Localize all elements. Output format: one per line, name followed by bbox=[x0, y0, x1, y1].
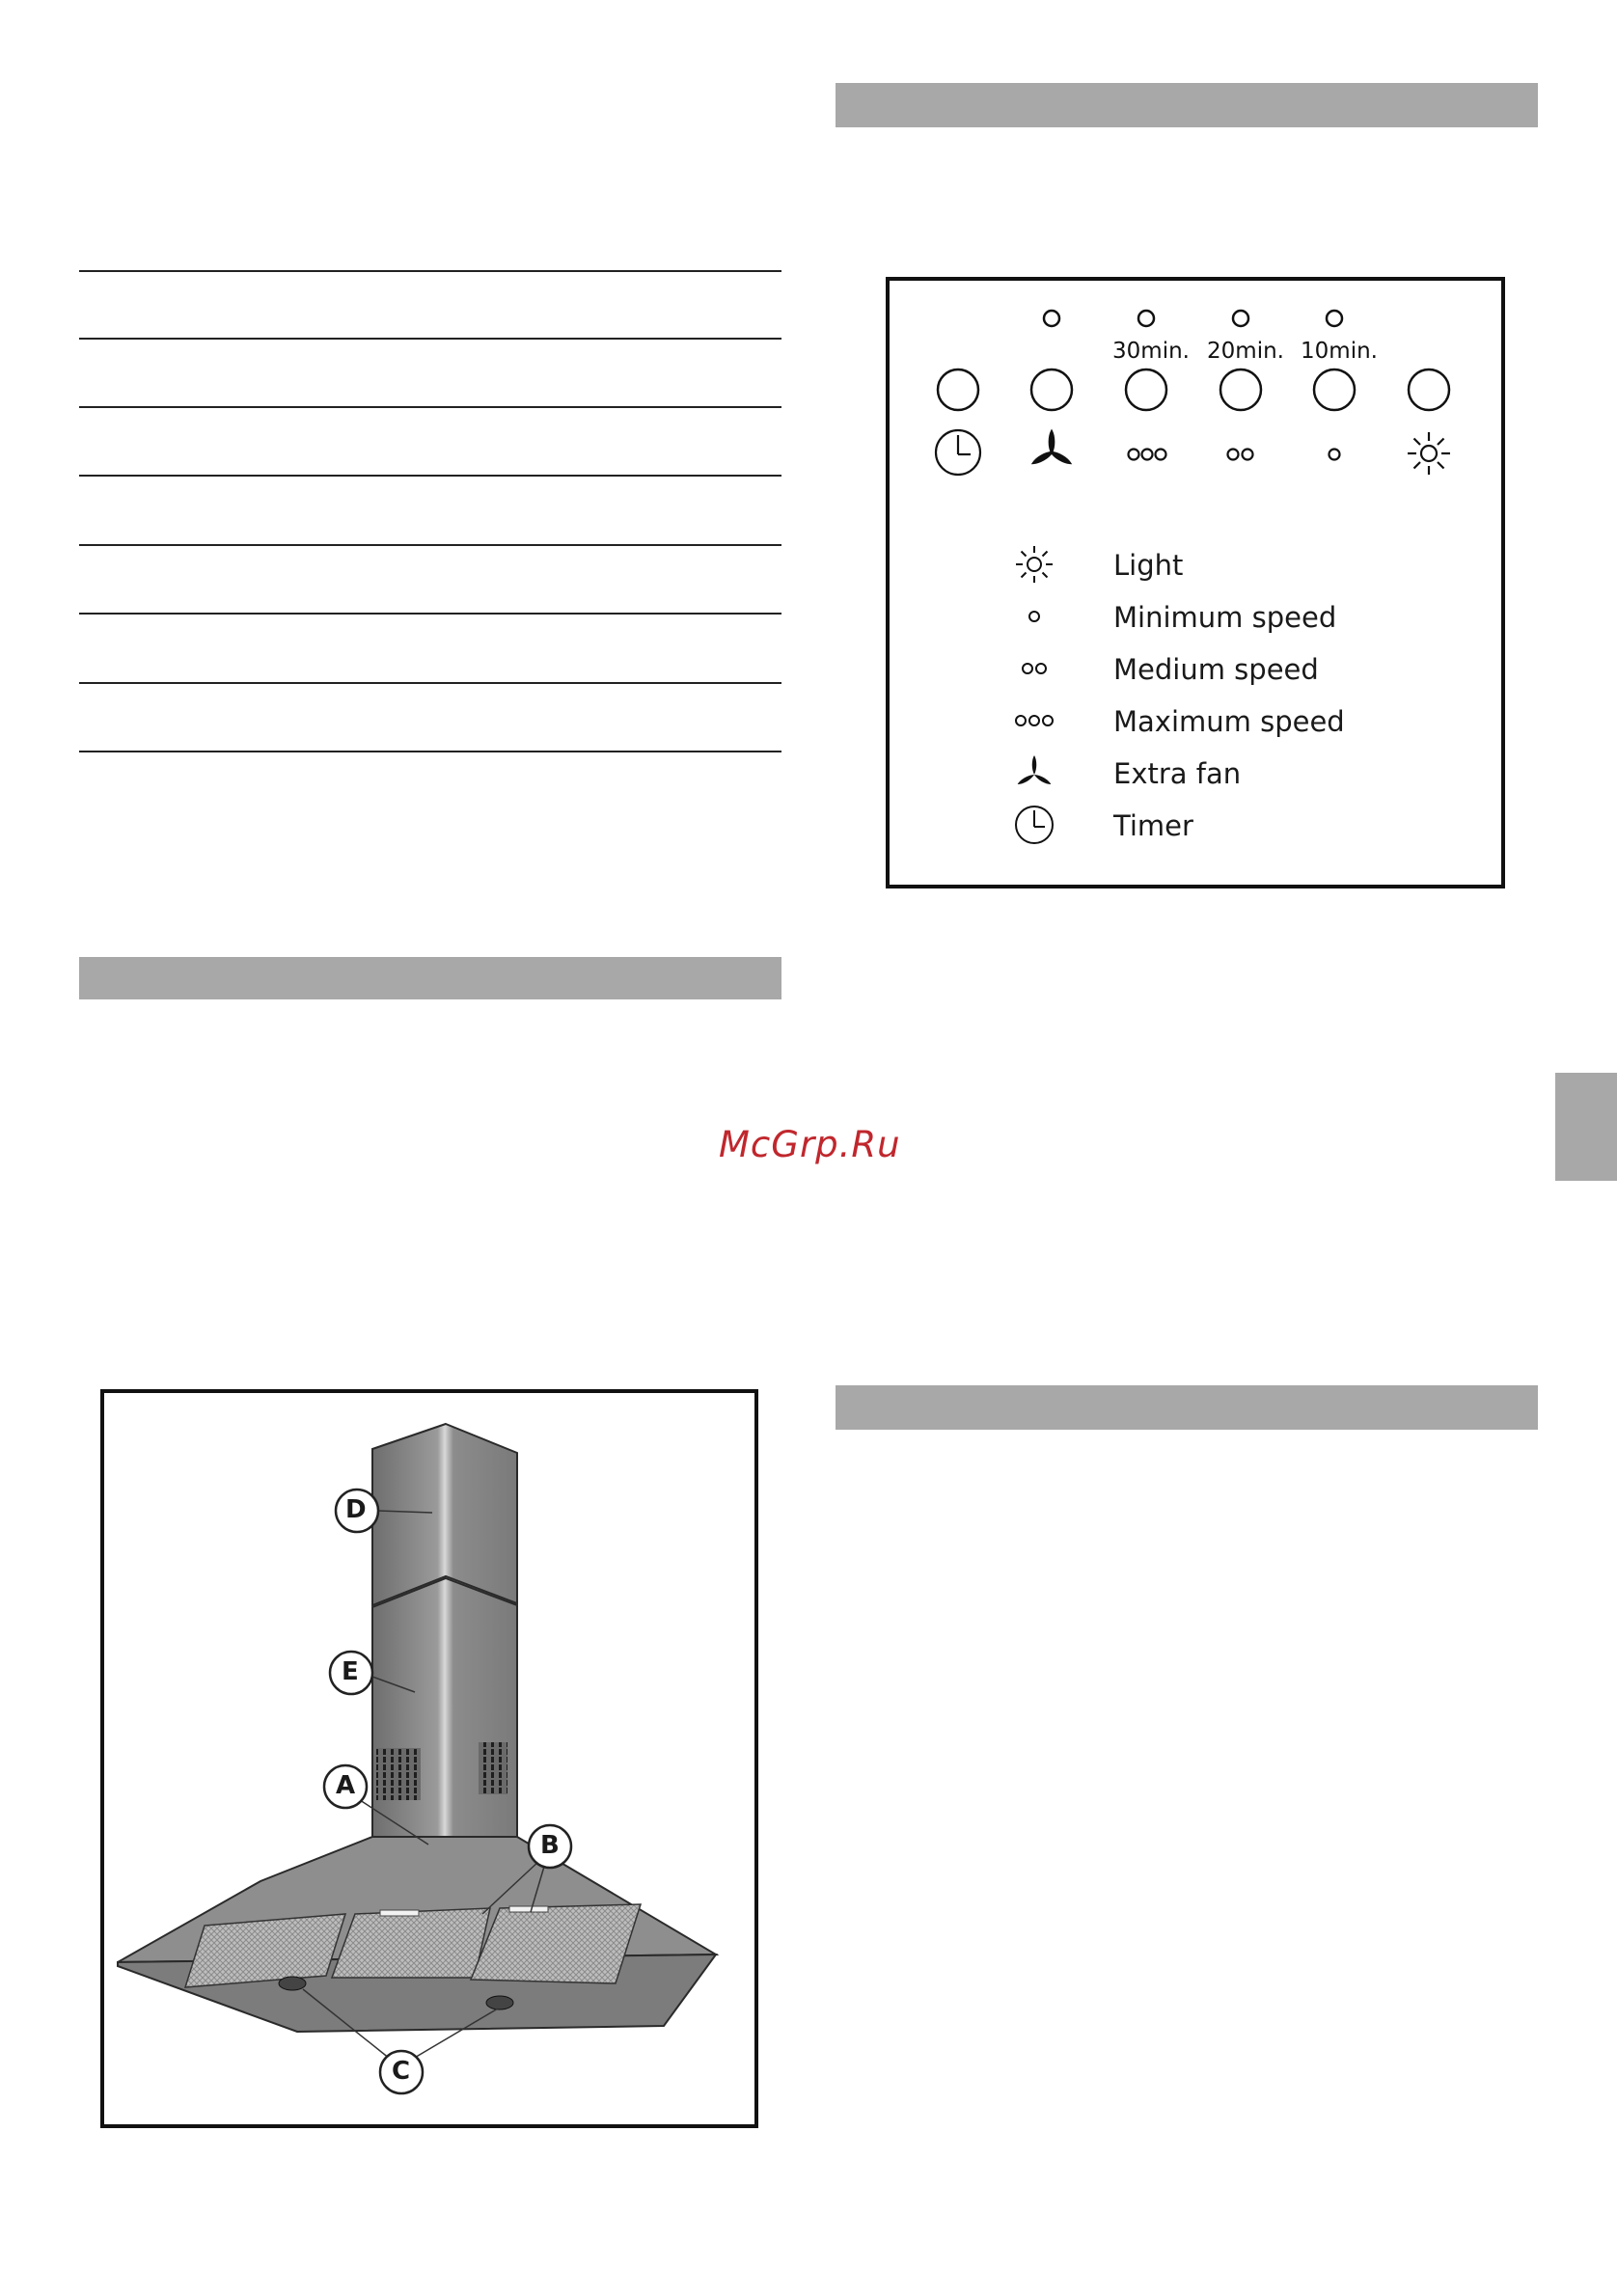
callout-label-e: E bbox=[342, 1657, 359, 1686]
light-button bbox=[1409, 369, 1449, 410]
callout-label-b: B bbox=[540, 1831, 560, 1860]
extra-fan-button bbox=[1031, 369, 1072, 410]
vent-grille bbox=[479, 1742, 507, 1794]
table-rule bbox=[79, 613, 781, 615]
vent-grille bbox=[376, 1748, 421, 1800]
callout-label-c: C bbox=[392, 2057, 411, 2086]
minimum-speed-button bbox=[1314, 369, 1355, 410]
grease-filter bbox=[471, 1904, 641, 1983]
legend-label: Light bbox=[1113, 549, 1184, 582]
medium-speed-button bbox=[1220, 369, 1261, 410]
table-rule bbox=[79, 406, 781, 408]
legend-item-minimum-speed bbox=[890, 593, 1507, 640]
section-header-bar-bottom-right bbox=[836, 1385, 1538, 1430]
light-icon bbox=[1408, 432, 1450, 475]
indicator-led bbox=[1233, 311, 1248, 326]
grease-filter bbox=[185, 1914, 345, 1987]
timer-button bbox=[938, 369, 978, 410]
legend-label: Minimum speed bbox=[1113, 601, 1337, 634]
callout-label-d: D bbox=[345, 1495, 367, 1524]
legend-label: Maximum speed bbox=[1113, 705, 1345, 738]
legend-item-timer bbox=[890, 802, 1507, 848]
maximum-speed-button bbox=[1126, 369, 1166, 410]
control-knob bbox=[279, 1977, 306, 1990]
timer-icon bbox=[936, 430, 980, 475]
timer-label-20: 20min. bbox=[1207, 339, 1284, 364]
hood-light bbox=[380, 1910, 419, 1916]
medium-speed-icon bbox=[1009, 645, 1059, 692]
grease-filter bbox=[332, 1908, 490, 1978]
extra-fan-icon bbox=[1009, 750, 1059, 796]
timer-label-10: 10min. bbox=[1301, 339, 1378, 364]
maximum-speed-icon bbox=[1129, 450, 1166, 460]
light-icon bbox=[1009, 541, 1059, 588]
callout-label-a: A bbox=[336, 1771, 356, 1800]
table-rule bbox=[79, 682, 781, 684]
section-header-bar-top-right bbox=[836, 83, 1538, 127]
hood-light bbox=[509, 1906, 548, 1912]
indicator-led bbox=[1044, 311, 1059, 326]
indicator-led bbox=[1327, 311, 1342, 326]
legend-label: Medium speed bbox=[1113, 653, 1319, 686]
table-rule bbox=[79, 338, 781, 340]
table-rule bbox=[79, 270, 781, 272]
table-rule bbox=[79, 751, 781, 752]
legend-item-medium-speed bbox=[890, 645, 1507, 692]
table-rule bbox=[79, 544, 781, 546]
legend-item-light bbox=[890, 541, 1507, 588]
timer-icon bbox=[1009, 802, 1059, 848]
minimum-speed-icon bbox=[1009, 593, 1059, 640]
table-rule bbox=[79, 475, 781, 477]
timer-label-30: 30min. bbox=[1112, 339, 1190, 364]
extra-fan-icon bbox=[1032, 431, 1071, 465]
section-header-bar-left bbox=[79, 957, 781, 999]
maximum-speed-icon bbox=[1009, 697, 1059, 744]
control-knob bbox=[486, 1996, 513, 2009]
control-panel-diagram bbox=[886, 277, 1505, 888]
minimum-speed-icon bbox=[1329, 450, 1340, 460]
legend-label: Extra fan bbox=[1113, 757, 1242, 790]
indicator-led bbox=[1138, 311, 1154, 326]
watermark-logo: McGrp.Ru bbox=[719, 1124, 901, 1165]
cooker-hood-illustration bbox=[104, 1393, 754, 2124]
legend-item-maximum-speed bbox=[890, 697, 1507, 744]
cooker-hood-diagram bbox=[100, 1389, 758, 2128]
page-thumb-tab bbox=[1555, 1073, 1617, 1181]
legend-item-extra-fan bbox=[890, 750, 1507, 796]
medium-speed-icon bbox=[1228, 450, 1253, 460]
legend-label: Timer bbox=[1113, 809, 1193, 842]
